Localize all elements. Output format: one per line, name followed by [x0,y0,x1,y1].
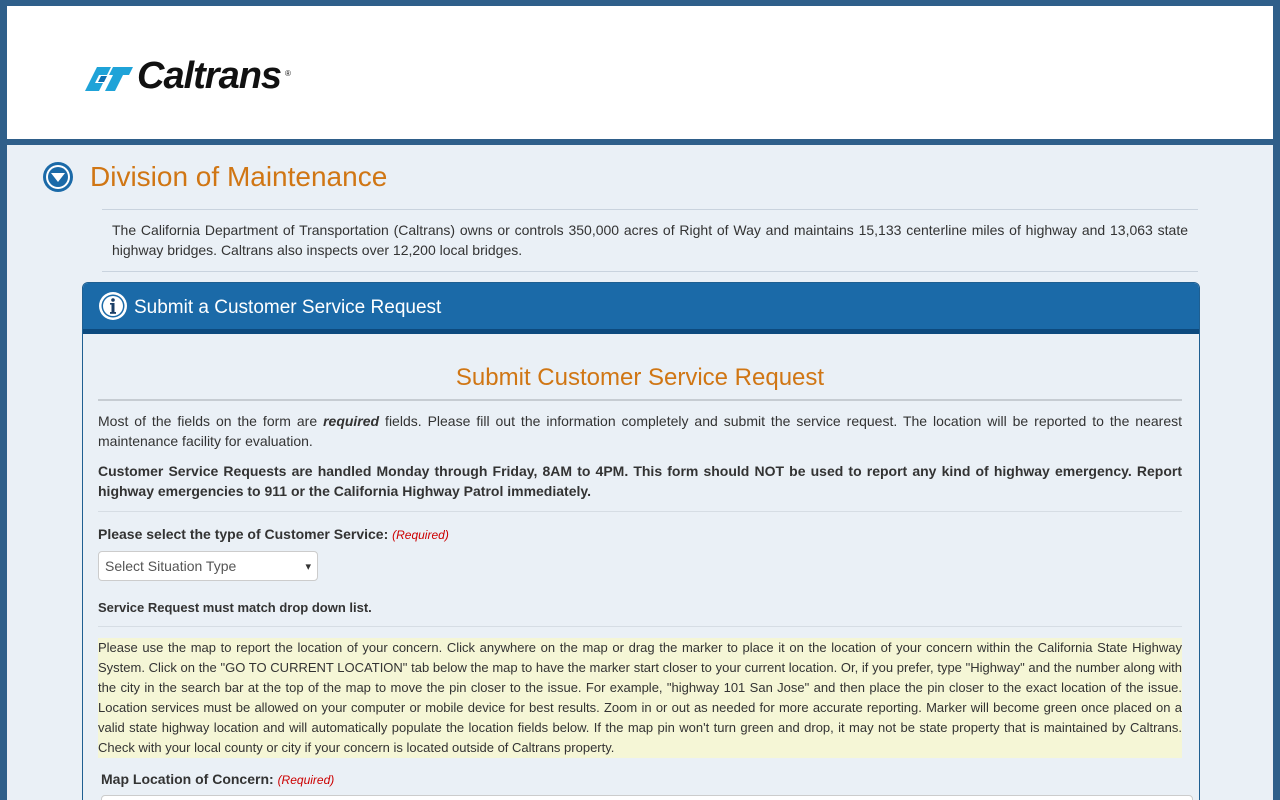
instructions-text-end: fields. Please fill out the information completely and submit the service request. The location will be reported to the nearest maintenance facility for evaluation. [98,413,1183,449]
map-location-label [101,769,1182,790]
collapse-toggle-icon[interactable] [42,161,74,193]
section-divider [98,511,1182,512]
caltrans-logo[interactable] [83,55,293,101]
service-request-panel [82,282,1200,800]
section-divider-2 [98,626,1182,627]
form-instructions [98,411,1182,451]
situation-type-value: Select Situation Type [105,558,237,574]
title-divider [98,399,1182,401]
required-emphasis: required [323,413,380,429]
emergency-warning: Customer Service Requests are handled Monday through Friday, 8AM to 4PM. This form should NOT be used to report any kind of highway emergency. Report highway emergencies to 911 or the California Highway Patrol immediately. [98,463,1182,499]
map-search-input[interactable] [101,795,1193,800]
map-instructions: Please use the map to report the location of your concern. Click anywhere on the map or drag the marker to place it on the location of your concern within the California State Highway System. Click on the "GO TO CURRENT LOCATION" tab below the map to have the marker start closer to your current location. Or, if you prefer, type "Highway" and the number along with the city in the search bar at the top of the map to move the pin closer to the issue. For example, "highway 101 San Jose" and then place the pin closer to the exact location of the issue. Location services must be allowed on your computer or mobile device for best results. Zoom in or out as needed for more accurate reporting. Marker will become green once placed on a valid state highway location and will automatically populate the location fields below. If the map pin won't turn green and drop, it may not be state property that is maintained by Caltrans. Check with your local county or city if your concern is located outside of Caltrans property. [98,638,1182,758]
select-note: Service Request must match drop down list. [98,600,372,615]
logo-registered-mark: ® [285,69,291,78]
site-header [7,6,1273,139]
logo-wordmark: Caltrans [137,55,282,97]
map-location-label-text: Map Location of Concern: [101,771,274,787]
page-title: Division of Maintenance [90,161,388,192]
form-title: Submit Customer Service Request [455,364,825,391]
caltrans-ct-mark-icon [83,63,135,95]
panel-body [98,334,1182,800]
service-type-label-text: Please select the type of Customer Service: [98,526,389,542]
panel-heading [83,283,1199,334]
panel-title: Submit a Customer Service Request [134,297,442,318]
main-content [7,145,1273,800]
info-icon [98,291,128,321]
division-intro: The California Department of Transportation (Caltrans) owns or controls 350,000 acres of Right of Way and maintains 15,133 centerline miles of highway and 13,063 state highway bridges. Caltrans also inspects over 12,200 local bridges. [102,209,1198,272]
instructions-text-start: Most of the fields on the form are [98,413,324,429]
map-required-tag: (Required) [277,773,335,787]
required-tag: (Required) [392,528,449,542]
chevron-down-icon: ▾ [305,560,311,573]
situation-type-select[interactable] [98,551,318,581]
service-type-label [98,524,1182,545]
